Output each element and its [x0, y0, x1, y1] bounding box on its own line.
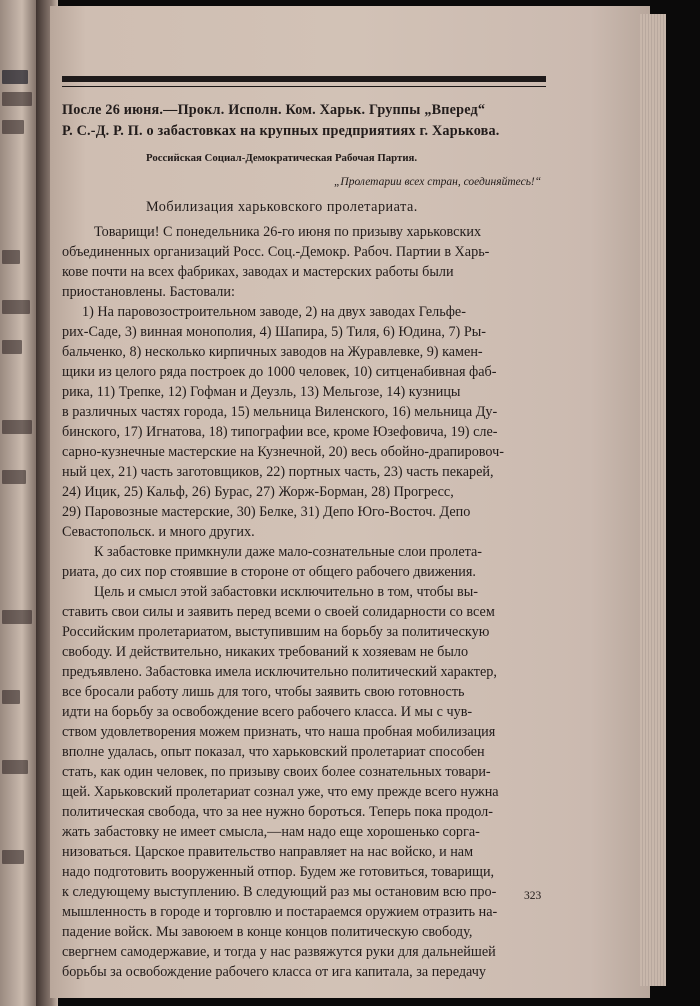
text-line: щей. Харьковский пролетариат сознал уже, что ему прежде всего нужна — [62, 784, 499, 800]
text-line: Цель и смысл этой забастовки исключительно в том, чтобы вы- — [94, 584, 478, 600]
text-line: вполне удалась, опыт показал, что харьковский пролетариат способен — [62, 744, 485, 760]
text-line: ный цех, 21) часть заготовщиков, 22) портных часть, 23) часть пекарей, — [62, 464, 494, 480]
text-line: низоваться. Царское правительство направляет на нас войско, и нам — [62, 844, 474, 860]
document-heading-line-2: Р. С.-Д. Р. П. о забастовках на крупных предприятиях г. Харькова. — [62, 123, 500, 139]
text-line: в различных частях города, 15) мельница Виленского, 16) мельница Ду- — [62, 404, 498, 420]
document-title: Мобилизация харьковского пролетариата. — [146, 199, 418, 215]
page-edges — [640, 14, 666, 986]
party-name: Российская Социал-Демократическая Рабочая Партия. — [146, 152, 418, 164]
text-line: Российским пролетариатом, выступившим на борьбу за политическую — [62, 624, 490, 640]
text-line: Товарищи! С понедельника 26-го июня по призыву харьковских — [94, 224, 482, 240]
body-text — [62, 222, 548, 982]
text-line: объединенных организаций Росс. Соц.-Демокр. Рабоч. Партии в Харь- — [62, 244, 490, 260]
text-line: жать забастовку не имеет смысла,—нам надо еще хорошенько сорга- — [62, 824, 480, 840]
text-line: 29) Паровозные мастерские, 30) Белке, 31) Депо Юго-Восточ. Депо — [62, 504, 471, 520]
text-line: стать, как один человек, по призыву своих более сознательных товари- — [62, 764, 491, 780]
text-line: кове почти на всех фабриках, заводах и мастерских работы были — [62, 264, 454, 280]
text-line: надо подготовить вооруженный отпор. Будем же готовиться, товарищи, — [62, 864, 495, 880]
text-line: рика, 11) Трепке, 12) Гофман и Деузль, 13) Мельгозе, 14) кузницы — [62, 384, 461, 400]
text-line: бинского, 17) Игнатова, 18) типографии все, кроме Юзефовича, 19) сле- — [62, 424, 498, 440]
text-line: бальченко, 8) несколько кирпичных заводов на Журавлевке, 9) камен- — [62, 344, 483, 360]
page-number: 323 — [524, 890, 542, 902]
text-line: ставить свои силы и заявить перед всеми о своей солидарности со всем — [62, 604, 495, 620]
text-line: сарно-кузнечные мастерские на Кузнечной, 20) весь обойно-драпировоч- — [62, 444, 504, 460]
motto: „Пролетарии всех стран, соединяйтесь!“ — [334, 176, 542, 188]
text-line: идти на борьбу за освобождение всего рабочего класса. И мы с чув- — [62, 704, 473, 720]
left-page-edge — [0, 0, 40, 1006]
text-line: щики из целого ряда построек до 1000 человек, 10) ситценабивная фаб- — [62, 364, 497, 380]
text-line: политическая свобода, что за нее нужно бороться. Теперь пока продол- — [62, 804, 493, 820]
text-line: к следующему выступлению. В следующий раз мы остановим всю про- — [62, 884, 497, 900]
header-rule-thin — [62, 86, 546, 87]
text-line: свободу. И действительно, никаких требований к хозяевам не было — [62, 644, 469, 660]
text-line: риата, до сих пор стоявшие в стороне от общего рабочего движения. — [62, 564, 476, 580]
text-line: падение войск. Мы завоюем в конце концов политическую свободу, — [62, 924, 473, 940]
text-line: предъявлено. Забастовка имела исключительно политический характер, — [62, 664, 497, 680]
document-heading-line-1: После 26 июня.—Прокл. Исполн. Ком. Харьк. Группы „Вперед“ — [62, 102, 486, 118]
text-line: мышленность в городе и торговлю и постараемся оружием отразить на- — [62, 904, 498, 920]
text-line: свергнем самодержавие, и тогда у нас развяжутся руки для дальнейшей — [62, 944, 496, 960]
text-line: 1) На паровозостроительном заводе, 2) на двух заводах Гельфе- — [82, 304, 466, 320]
text-line: К забастовке примкнули даже мало-сознательные слои пролета- — [94, 544, 483, 560]
text-line: все бросали работу лишь для того, чтобы заявить свою готовность — [62, 684, 465, 700]
text-line: борьбы за освобождение рабочего класса от ига капитала, за передачу — [62, 964, 486, 980]
text-line: рих-Саде, 3) винная монополия, 4) Шапира, 5) Тиля, 6) Юдина, 7) Ры- — [62, 324, 486, 340]
text-line: приостановлены. Бастовали: — [62, 284, 235, 300]
text-line: Севастопольск. и много других. — [62, 524, 255, 540]
text-line: ством удовлетворения можем признать, что наша пробная мобилизация — [62, 724, 496, 740]
text-line: 24) Ицик, 25) Кальф, 26) Бурас, 27) Жорж-Борман, 28) Прогресс, — [62, 484, 454, 500]
header-rule-thick — [62, 76, 546, 82]
